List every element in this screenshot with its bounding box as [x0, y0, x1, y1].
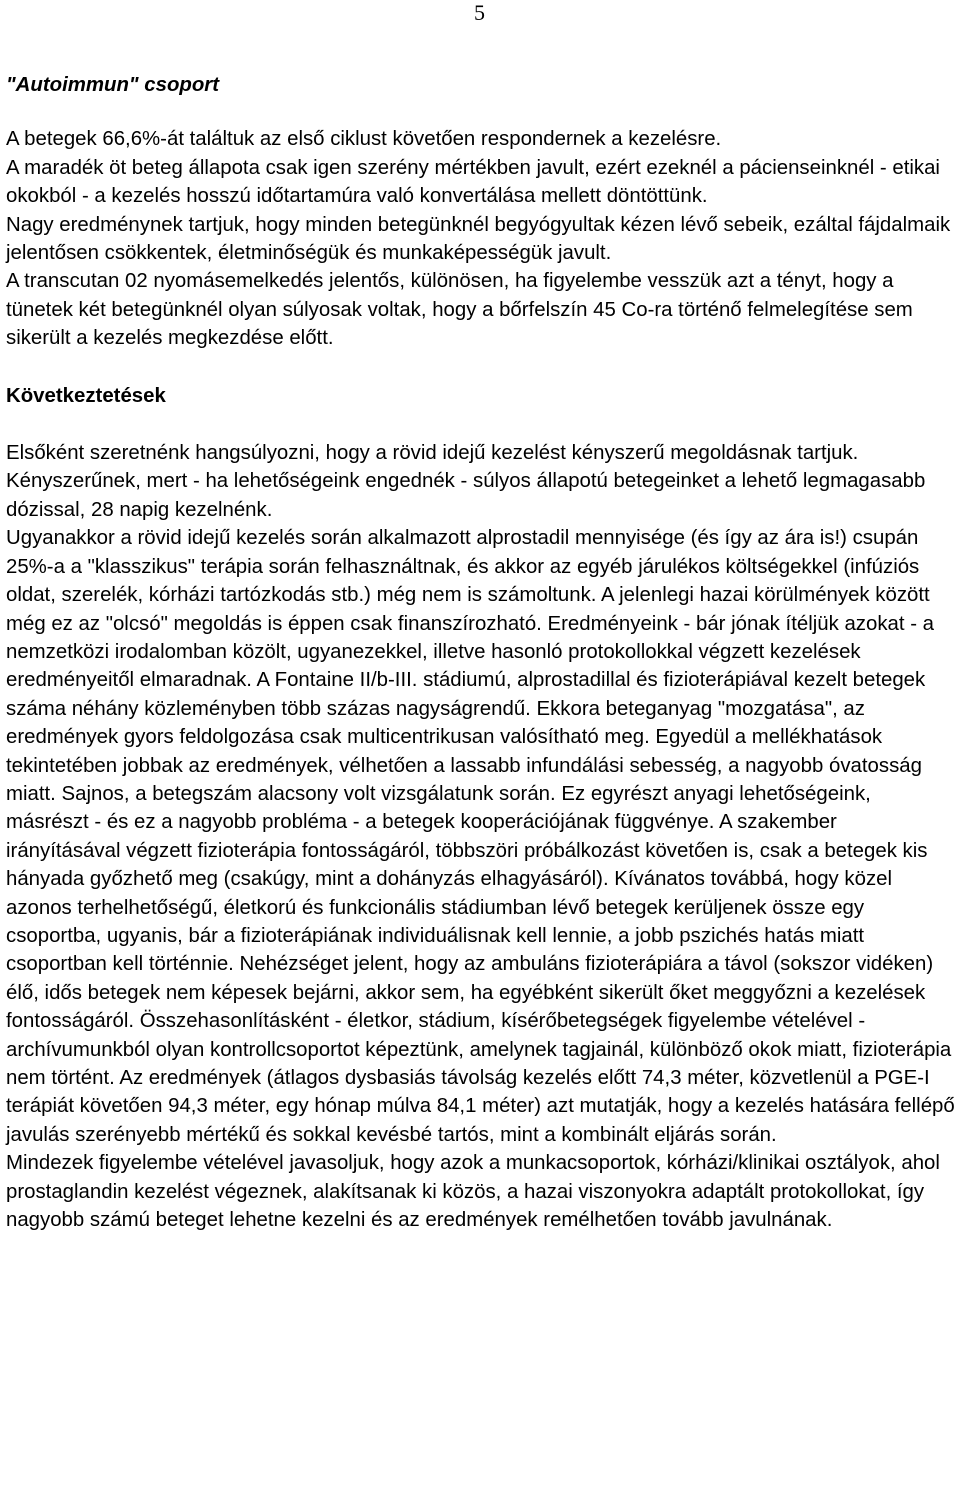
paragraph: Mindezek figyelembe vételével javasoljuk, hogy azok a munkacsoportok, kórházi/klinikai osztályok, ahol prostaglandin kezelést végeznek, alakítsanak ki közös, a hazai viszonyokra adaptált protokollokat, így nagyobb számú beteget lehetne kezelni és az eredmények remélhetően tovább javulnának.	[6, 1152, 940, 1232]
spacer	[6, 99, 956, 125]
paragraph: A maradék öt beteg állapota csak igen szerény mértékben javult, ezért ezeknél a pácienseinknél - etikai okokból - a kezelés hosszú időtartamúra való konvertálása mellett döntöttünk.	[6, 156, 940, 208]
page-number: 5	[474, 0, 485, 25]
spacer	[6, 410, 956, 439]
section-title-kovetkeztetesek: Következtetések	[6, 384, 166, 407]
paragraph: A betegek 66,6%-át találtuk az első ciklust követően respondernek a kezelésre.	[6, 128, 722, 151]
paragraph: A transcutan 02 nyomásemelkedés jelentős, különösen, ha figyelembe vesszük azt a tényt, hogy a tünetek két betegünknél olyan súlyosak voltak, hogy a bőrfelszín 45 Co-ra történő felmelegítése sem sikerült a kezelés megkezdése előtt.	[6, 270, 913, 350]
paragraph: Ugyanakkor a rövid idejű kezelés során alkalmazott alprostadil mennyisége (és így az ára is!) csupán 25%-a a "klasszikus" terápia során felhasználtnak, és akkor az egyéb járulékos költségekkel (infúziós oldat, szerelék, kórházi tartózkodás stb.) még nem is számoltunk. A jelenlegi hazai körülmények között még ez az "olcsó" megoldás is éppen csak finanszírozható. Eredményeink - bár jónak ítéljük azokat - a nemzetközi irodalomban közölt, ugyanezekkel, illetve hasonló protokollokkal végzett kezelések eredményeitől elmaradnak. A Fontaine II/b-III. stádiumú, alprostadillal és fizioterápiával kezelt betegek száma néhány közleményben több százas nagyságrendű. Ekkora beteganyag "mozgatása", az eredmények gyors feldolgozása csak multicentrikusan valósítható meg. Egyedül a mellékhatások tekintetében jobbak az eredmények, vélhetően a lassabb infundálási sebesség, a nagyobb óvatosság miatt. Sajnos, a betegszám alacsony volt vizsgálatunk során. Ez egyrészt anyagi lehetőségeink, másrészt - és ez a nagyobb probléma - a betegek kooperációjának függvénye. A szakember irányításával végzett fizioterápia fontosságáról, többszöri próbálkozást követően is, csak a betegek kis hányada győzhető meg (csakúgy, mint a dohányzás elhagyásáról). Kívánatos továbbá, hogy közel azonos terhelhetőségű, életkorú és funkcionális stádiumban lévő betegek kerüljenek össze egy csoportba, ugyanis, bár a fizioterápiának individuálisnak kell lennie, a jobb pszichés hatás miatt csoportban kell történnie. Nehézséget jelent, hogy az ambuláns fizioterápiára a távol (sokszor vidéken) élő, idős betegek nem képesek bejárni, akkor sem, ha egyébként sikerült őket meggyőzni a kezelések fontosságáról. Összehasonlításként - életkor, stádium, kísérőbetegségek figyelembe vételével - archívumunkból olyan kontrollcsoportot képeztünk, amelynek tagjainál, különböző okok miatt, fizioterápia nem történt. Az eredmények (átlagos dysbasiás távolság kezelés előtt 74,3 méter, közvetlenül a PGE-I terápiát követően 94,3 méter, egy hónap múlva 84,1 méter) azt mutatják, hogy a kezelés hatására fellépő javulás szerényebb mértékű és sokkal kevésbé tartós, mint a kombinált eljárás során.	[6, 527, 955, 1146]
spacer	[6, 353, 956, 382]
section-title-autoimmun: "Autoimmun" csoport	[6, 74, 220, 96]
document-body	[6, 71, 956, 1234]
paragraph: Nagy eredménynek tartjuk, hogy minden betegünknél begyógyultak kézen lévő sebeik, ezáltal fájdalmaik jelentősen csökkentek, életminőségük és munkaképességük javult.	[6, 213, 951, 265]
paragraph: Elsőként szeretnénk hangsúlyozni, hogy a rövid idejű kezelést kényszerű megoldásnak tartjuk. Kényszerűnek, mert - ha lehetőségeink engednék - súlyos állapotú betegeinket a lehető legmagasabb dózissal, 28 napig kezelnénk.	[6, 442, 926, 521]
